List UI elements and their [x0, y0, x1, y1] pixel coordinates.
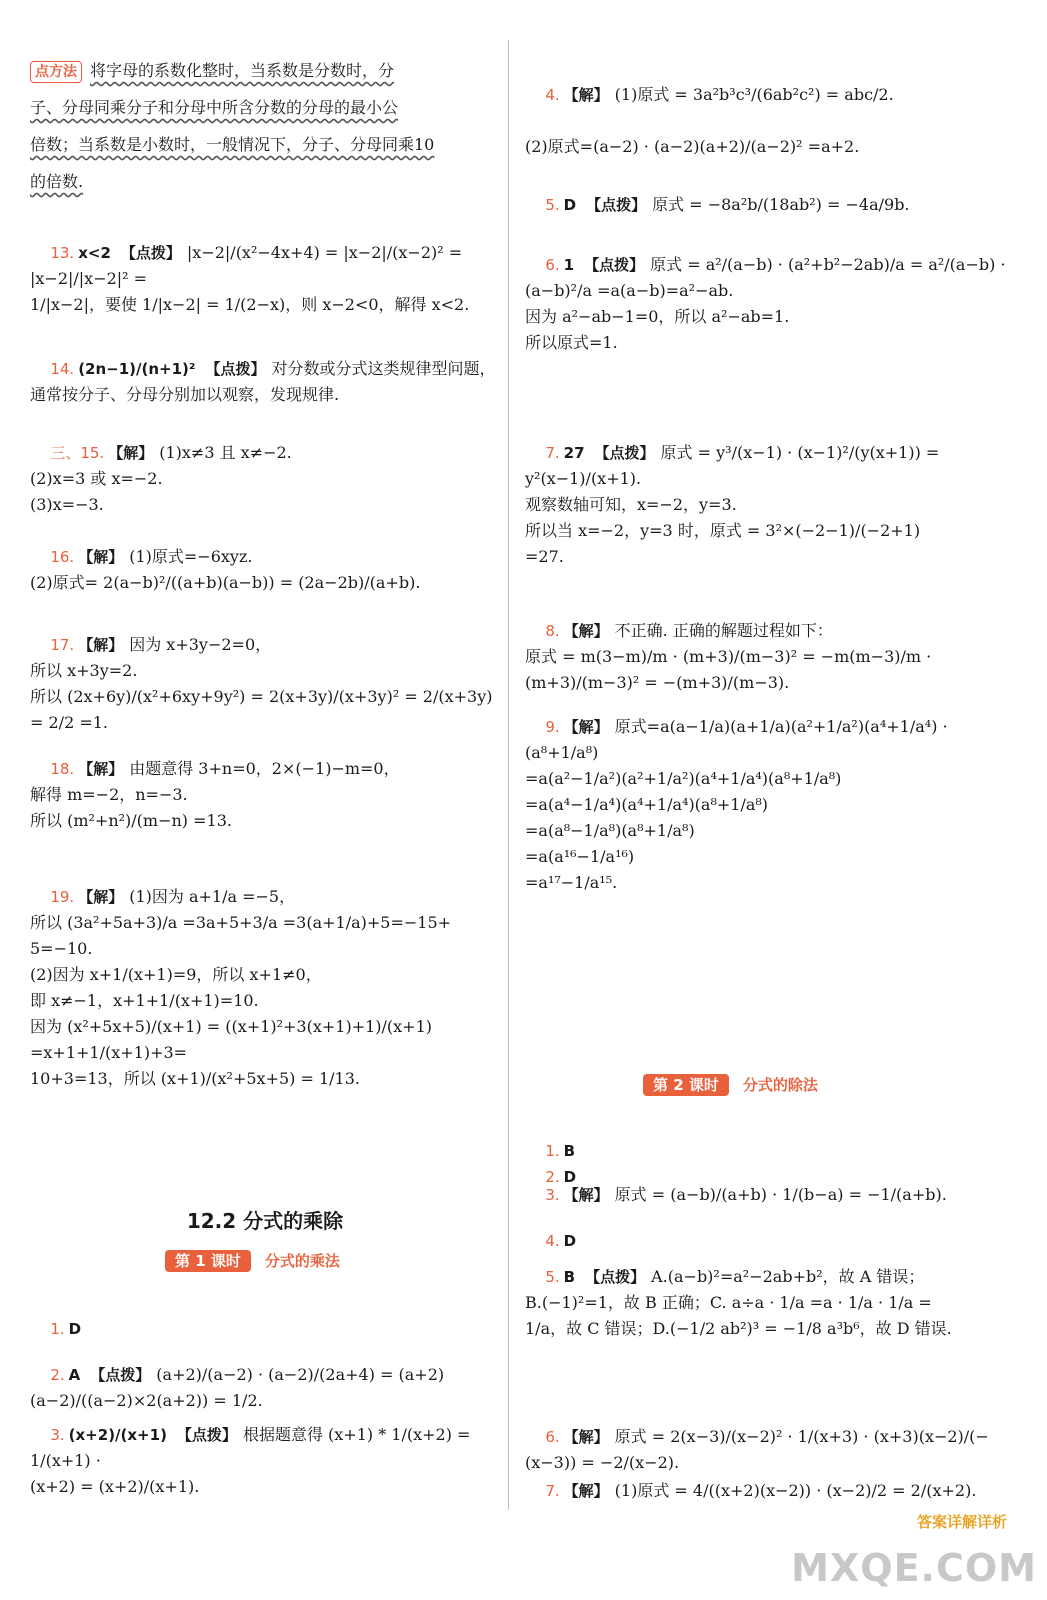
- lesson2-answer-3: 3. 【解】 原式 = (a−b)/(a+b) · 1/(b−a) = −1/(a+b).: [545, 1185, 947, 1204]
- right-column: [525, 0, 1025, 1600]
- lesson1-answer-2: 2. A 【点拨】 (a+2)/(a−2) · (a−2)/(2a+4) = (a+2)(a−2)/((a−2)×2(a+2)) = 1/2.: [30, 1365, 445, 1410]
- watermark: MXQE.COM: [791, 1546, 1037, 1590]
- lesson1-answer-1: 1. D: [50, 1320, 82, 1338]
- lesson-header-1: 第 1 课时 分式的乘法: [165, 1250, 340, 1271]
- lesson2-answer-4: 4. D: [545, 1232, 577, 1250]
- answer-16: 16. 【解】 (1)原式=−6xyz. (2)原式= 2(a−b)²/((a+b)(a−b)) = (2a−2b)/(a+b).: [30, 547, 421, 592]
- answer-18: 18. 【解】 由题意得 3+n=0，2×(−1)−m=0， 解得 m=−2，n=−3. 所以 (m²+n²)/(m−n) =13.: [30, 759, 400, 830]
- answer-15: 三、15. 【解】 (1)x≠3 且 x≠−2. (2)x=3 或 x=−2. (3)x=−3.: [30, 443, 292, 514]
- column-divider: [508, 40, 509, 1510]
- page-footer: 答案详解详析: [916, 1513, 1007, 1531]
- method-box: [30, 52, 500, 200]
- answer-17: 17. 【解】 因为 x+3y−2=0， 所以 x+3y=2. 所以 (2x+6y)/(x²+6xy+9y²) = 2(x+3y)/(x+3y)² = 2/(x+3y) = 2/2 =1.: [30, 635, 493, 732]
- lesson-header-2: 第 2 课时 分式的除法: [643, 1074, 818, 1095]
- method-line: 子、分母同乘分子和分母中所含分数的分母的最小公: [30, 98, 399, 117]
- lesson2-answer-5: 5. B 【点拨】 A.(a−b)²=a²−2ab+b²，故 A 错误； B.(−1)²=1，故 B 正确；C. a÷a · 1/a =a · 1/a · 1/a = 1/a，故 C 错误；D.(−1/2 ab²)³ = −1/8 a³b⁶，故 D 错误.: [525, 1267, 952, 1338]
- answer-7: 7. 27 【点拨】 原式 = y³/(x−1) · (x−1)²/(y(x+1)) = y²(x−1)/(x+1). 观察数轴可知，x=−2，y=3. 所以当 x=−2，y=3 时，原式 = 3²×(−2−1)/(−2+1) =27.: [525, 443, 940, 566]
- answer-4: 4. 【解】 (1)原式 = 3a²b³c³/(6ab²c²) = abc/2. (2)原式=(a−2) · (a−2)(a+2)/(a−2)² =a+2.: [525, 85, 894, 156]
- answer-8: 8. 【解】 不正确. 正确的解题过程如下： 原式 = m(3−m)/m · (m+3)/(m−3)² = −m(m−3)/m · (m+3)/(m−3)² = −(m+3)/(m−3).: [525, 621, 932, 692]
- left-column: [30, 0, 500, 1600]
- lesson2-answer-7: 7. 【解】 (1)原式 = 4/((x+2)(x−2)) · (x−2)/2 = 2/(x+2).: [545, 1481, 977, 1500]
- answer-13: 13. x<2 【点拨】 |x−2|/(x²−4x+4) = |x−2|/(x−2)² = |x−2|/|x−2|² = 1/|x−2|，要使 1/|x−2| = 1/(2−x)，则 x−2<0，解得 x<2.: [30, 243, 470, 314]
- lesson1-answer-3: 3. (x+2)/(x+1) 【点拨】 根据题意得 (x+1) * 1/(x+2) = 1/(x+1) · (x+2) = (x+2)/(x+1).: [30, 1425, 471, 1496]
- answer-6: 6. 1 【点拨】 原式 = a²/(a−b) · (a²+b²−2ab)/a = a²/(a−b) · (a−b)²/a =a(a−b)=a²−ab. 因为 a²−ab−1=0，所以 a²−ab=1. 所以原式=1.: [525, 255, 1006, 352]
- answer-14: 14. (2n−1)/(n+1)² 【点拨】 对分数或分式这类规律型问题， 通常按分子、分母分别加以观察，发现规律.: [30, 359, 496, 404]
- lesson2-answer-1-2: 1. B 2. D: [545, 1142, 577, 1186]
- method-tag: 点方法: [30, 61, 82, 83]
- method-line: 的倍数.: [30, 172, 84, 191]
- answer-9: 9. 【解】 原式=a(a−1/a)(a+1/a)(a²+1/a²)(a⁴+1/a⁴) · (a⁸+1/a⁸) =a(a²−1/a²)(a²+1/a²)(a⁴+1/a⁴)(a⁸+1/a⁸) =a(a⁴−1/a⁴)(a⁴+1/a⁴)(a⁸+1/a⁸) =a(a⁸−1/a⁸)(a⁸+1/a⁸) =a(a¹⁶−1/a¹⁶) =a¹⁷−1/a¹⁵.: [525, 717, 948, 892]
- method-line: 将字母的系数化整时，当系数是分数时，分: [90, 61, 395, 80]
- method-line: 倍数；当系数是小数时，一般情况下，分子、分母同乘10: [30, 135, 435, 154]
- lesson2-answer-6: 6. 【解】 原式 = 2(x−3)/(x−2)² · 1/(x+3) · (x+3)(x−2)/(−(x−3)) = −2/(x−2).: [525, 1427, 989, 1472]
- answer-5: 5. D 【点拨】 原式 = −8a²b/(18ab²) = −4a/9b.: [545, 195, 910, 214]
- answer-19: 19. 【解】 (1)因为 a+1/a =−5， 所以 (3a²+5a+3)/a =3a+5+3/a =3(a+1/a)+5=−15+ 5=−10. (2)因为 x+1/(x+1)=9，所以 x+1≠0， 即 x≠−1，x+1+1/(x+1)=10. 因为 (x²+5x+5)/(x+1) = ((x+1)²+3(x+1)+1)/(x+1) =x+1+1/(x+1)+3= 10+3=13，所以 (x+1)/(x²+5x+5) = 1/13.: [30, 887, 452, 1088]
- section-title: 12.2 分式的乘除: [186, 1209, 344, 1233]
